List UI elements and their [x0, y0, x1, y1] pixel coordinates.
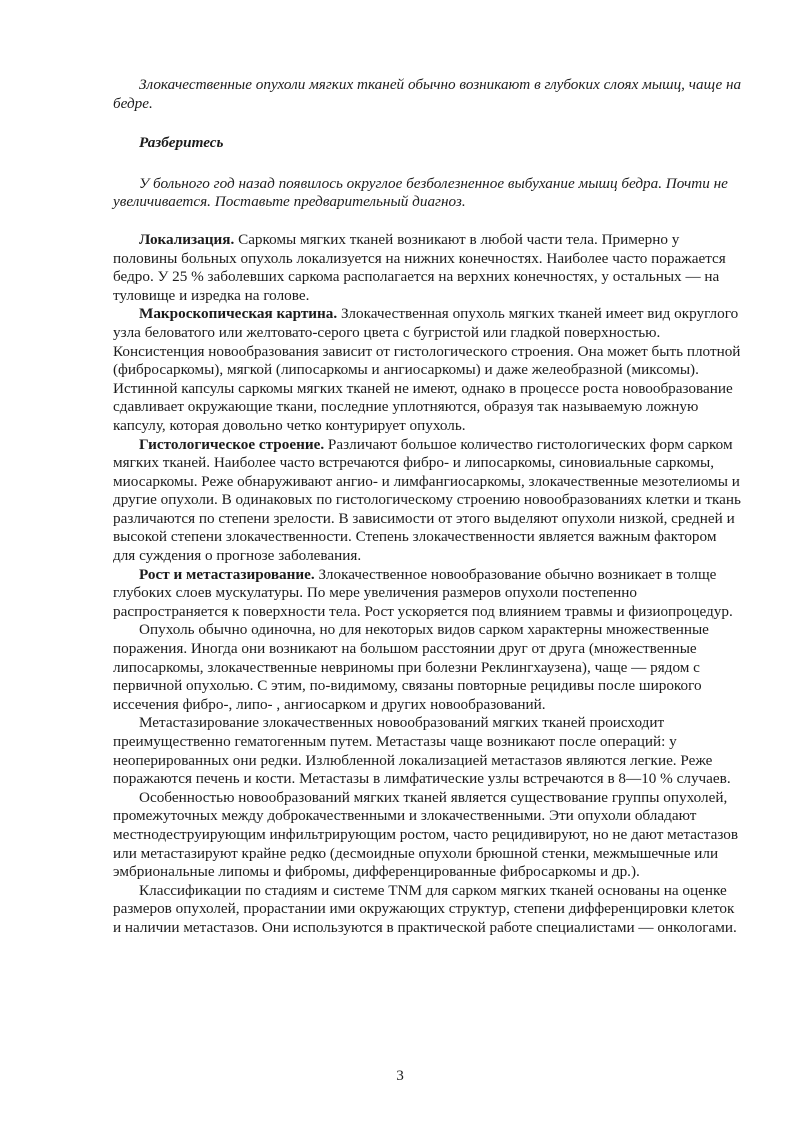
paragraph-intermediate-tumors: Особенностью новообразований мягких тканей является существование группы опухолей, промежуточных между доброкачественными и злокачественными. Эти опухоли обладают местнодеструирующим инфильтрирующим ростом, часто рецидивируют, но не дают метастазов или метастазируют крайне редко (десмоидные опухоли брюшной стенки, межмышечные или эмбриональные липомы и фибромы, дифференцированные фибросаркомы и др.). — [113, 788, 739, 881]
paragraph-multiple-lesions: Опухоль обычно одиночна, но для некоторых видов сарком характерны множественные поражения. Иногда они возникают на большом расстоянии друг от друга (множественные липосаркомы, злокачественные невриномы при болезни Реклингхаузена), чаще — рядом с первичной опухолью. С этим, по-видимому, связаны повторные рецидивы после широкого иссечения фибро-, липо- , ангиосарком и других новообразований. — [113, 621, 709, 713]
section-histology — [113, 436, 742, 566]
section-localization — [113, 231, 742, 305]
section-text: Различают большое количество гистологических форм сарком мягких тканей. Наиболее часто встречаются фибро- и липосаркомы, синовиальные саркомы, миосаркомы. Реже обнаруживают ангио- и лимфангиосаркомы, злокачественные мезотелиомы и другие опухоли. В одинаковых по гистологическому строению новообразованиях клетки и ткань различаются по степени зрелости. В зависимости от этого выделяют опухоли низкой, средней и высокой степени злокачественности. Степень злокачественности является важным фактором для суждения о прогнозе заболевания. — [113, 435, 741, 565]
page-number: 3 — [396, 1067, 404, 1084]
section-growth — [113, 566, 742, 622]
intro-statement: Злокачественные опухоли мягких тканей обычно возникают в глубоких слоях мышц, чаще на бедре. — [113, 76, 742, 112]
task-title: Разберитесь — [139, 134, 224, 152]
document-body — [113, 231, 742, 938]
paragraph-metastasis: Метастазирование злокачественных новообразований мягких тканей происходит преимущественно гематогенным путем. Метастазы чаще возникают после операций: у неоперированных они редки. Излюбленной локализацией метастазов являются легкие. Реже поражаются печень и кости. Метастазы в лимфатические узлы встречаются в 8—10 % случаев. — [113, 714, 731, 788]
section-macroscopic — [113, 305, 742, 435]
section-heading: Макроскопическая картина. — [139, 305, 338, 323]
section-text: Саркомы мягких тканей возникают в любой части тела. Примерно у половины больных опухоль локализуется на нижних конечностях. Наиболее часто поражается бедро. У 25 % заболевших саркома располагается на верхних конечностях, у остальных — на туловище и изредка на голове. — [113, 230, 726, 304]
paragraph-classification: Классификации по стадиям и системе TNM для сарком мягких тканей основаны на оценке размеров опухолей, прорастании ими окружающих структур, степени дифференцировки клеток и наличии метастазов. Они используются в практической работе специалистами — онкологами. — [113, 881, 737, 936]
section-heading: Локализация. — [139, 230, 235, 248]
section-heading: Рост и метастазирование. — [139, 565, 315, 583]
section-text: Злокачественная опухоль мягких тканей имеет вид округлого узла беловатого или желтовато-серого цвета с бугристой или гладкой поверхностью. Консистенция новообразования зависит от гистологического строения. Она может быть плотной (фибросаркомы), мягкой (липосаркомы и ангиосаркомы) и даже желеобразной (миксомы). Истинной капсулы саркомы мягких тканей не имеют, однако в процессе роста новообразование сдавливает окружающие ткани, последние уплотняются, образуя так называемую ложную капсулу, которая довольно четко контурирует опухоль. — [113, 305, 741, 434]
case-description: У больного год назад появилось округлое безболезненное выбухание мышц бедра. Почти не увеличивается. Поставьте предварительный диагноз. — [113, 174, 728, 211]
section-heading: Гистологическое строение. — [139, 435, 325, 453]
section-text: Злокачественное новообразование обычно возникает в толще глубоких слоев мускулатуры. По мере увеличения размеров опухоли постепенно распространяется к поверхности тела. Рост ускоряется под влиянием травмы и физиопроцедур. — [113, 565, 733, 620]
